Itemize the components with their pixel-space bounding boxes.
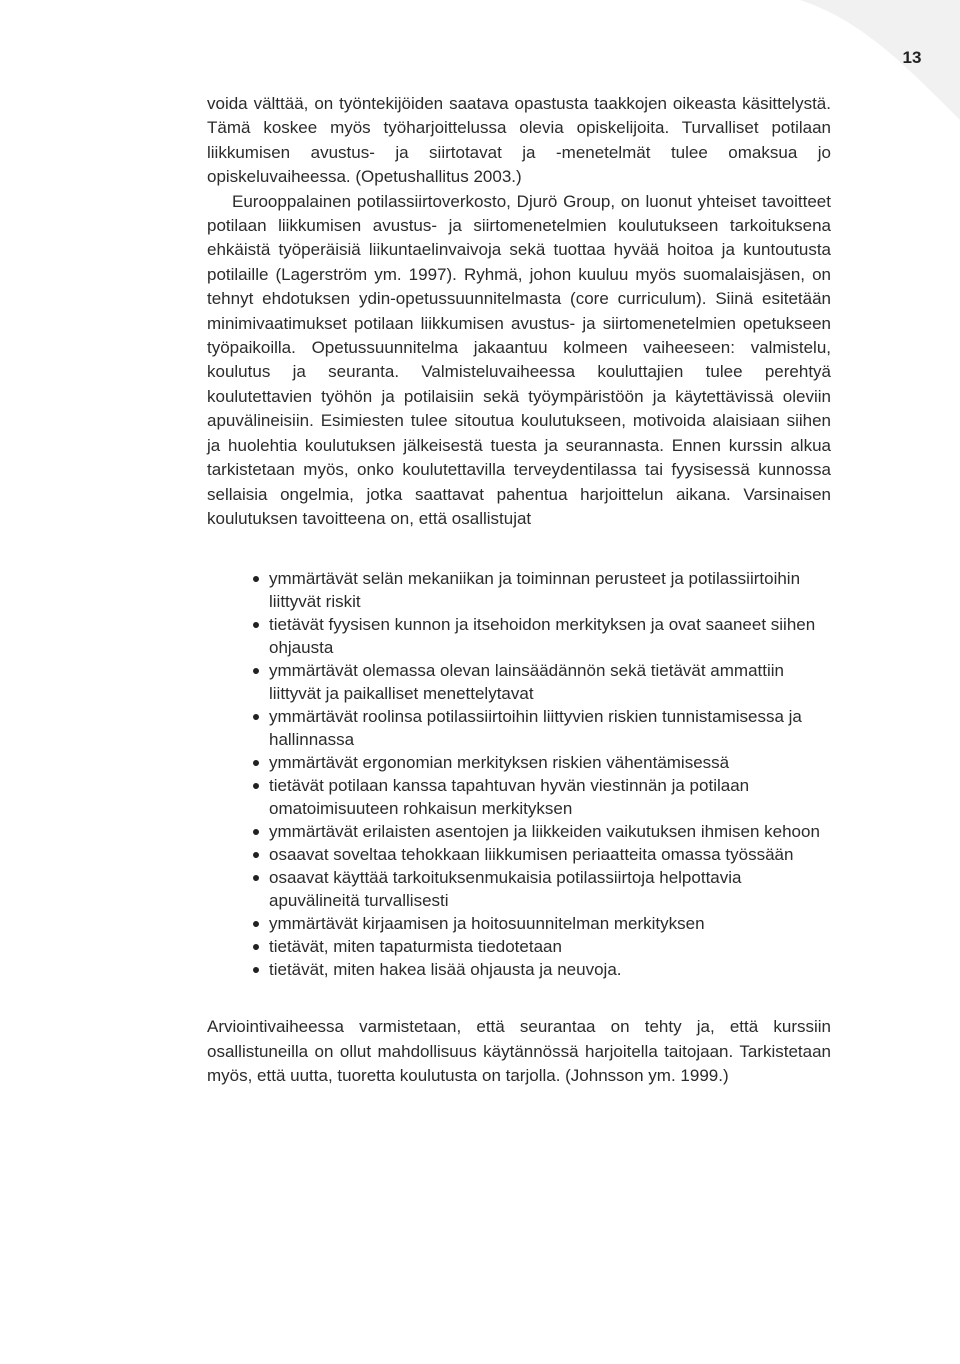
list-item: tietävät, miten tapaturmista tiedotetaan	[269, 935, 831, 958]
body-text	[207, 92, 831, 1089]
list-item: tietävät, miten hakea lisää ohjausta ja neuvoja.	[269, 958, 831, 981]
list-item: ymmärtävät olemassa olevan lainsäädännön sekä tietävät ammattiin liittyvät ja paikalliset menettelytavat	[269, 659, 831, 705]
paragraph: Eurooppalainen potilassiirtoverkosto, Djurö Group, on luonut yhteiset tavoitteet potilaan liikkumisen avustus- ja siirtomenetelmien koulutukseen tarkoituksena ehkäistä työperäisiä liikuntaelinvaivoja sekä tuottaa hyvää hoitoa ja kuntoutusta potilaille (Lagerström ym. 1997). Ryhmä, johon kuuluu myös suomalaisjäsen, on tehnyt ehdotuksen ydin-opetussuunnitelmasta (core curriculum). Siinä esitetään minimivaatimukset potilaan liikkumisen avustus- ja siirtomenetelmien opetukseen työpaikoilla. Opetussuunnitelma jakaantuu kolmeen vaiheeseen: valmistelu, koulutus ja seuranta. Valmisteluvaiheessa kouluttajien tulee perehtyä koulutettavien työhön ja potilaisiin sekä työympäristöön ja käytettävissä oleviin apuvälineisiin. Esimiesten tulee sitoutua koulutukseen, motivoida alaisiaan siihen ja huolehtia koulutuksen jälkeisestä tuesta ja seurannasta. Ennen kurssin alkua tarkistetaan myös, onko koulutettavilla terveydentilassa tai fyysisessä kunnossa sellaisia ongelmia, jotka saattavat pahentua harjoittelun aikana. Varsinaisen koulutuksen tavoitteena on, että osallistujat	[207, 191, 831, 528]
list-item: ymmärtävät kirjaamisen ja hoitosuunnitelman merkityksen	[269, 912, 831, 935]
paragraph: voida välttää, on työntekijöiden saatava opastusta taakkojen oikeasta käsittelystä. Tämä koskee myös työharjoittelussa olevia opiskelijoita. Turvalliset potilaan liikkumisen avustus- ja siirtotavat ja -menetelmät tulee omaksua jo opiskeluvaiheessa. (Opetushallitus 2003.)	[207, 94, 831, 187]
closing-paragraph: Arviointivaiheessa varmistetaan, että seurantaa on tehty ja, että kurssiin osallistuneilla on ollut mahdollisuus käytännössä harjoitella taitojaan. Tarkistetaan myös, että uutta, tuoretta koulutusta on tarjolla. (Johnsson ym. 1999.)	[207, 1017, 831, 1086]
list-item: ymmärtävät selän mekaniikan ja toiminnan perusteet ja potilassiirtoihin liittyvät riskit	[269, 567, 831, 613]
page-number: 13	[902, 48, 922, 67]
list-item: ymmärtävät ergonomian merkityksen riskien vähentämisessä	[269, 751, 831, 774]
objectives-list	[207, 567, 831, 981]
list-item: ymmärtävät erilaisten asentojen ja liikkeiden vaikutuksen ihmisen kehoon	[269, 820, 831, 843]
list-item: tietävät potilaan kanssa tapahtuvan hyvän viestinnän ja potilaan omatoimisuuteen rohkaisun merkityksen	[269, 774, 831, 820]
list-item: osaavat soveltaa tehokkaan liikkumisen periaatteita omassa työssään	[269, 843, 831, 866]
list-item: osaavat käyttää tarkoituksenmukaisia potilassiirtoja helpottavia apuvälineitä turvallisesti	[269, 866, 831, 912]
list-item: ymmärtävät roolinsa potilassiirtoihin liittyvien riskien tunnistamisessa ja hallinnassa	[269, 705, 831, 751]
list-item: tietävät fyysisen kunnon ja itsehoidon merkityksen ja ovat saaneet siihen ohjausta	[269, 613, 831, 659]
